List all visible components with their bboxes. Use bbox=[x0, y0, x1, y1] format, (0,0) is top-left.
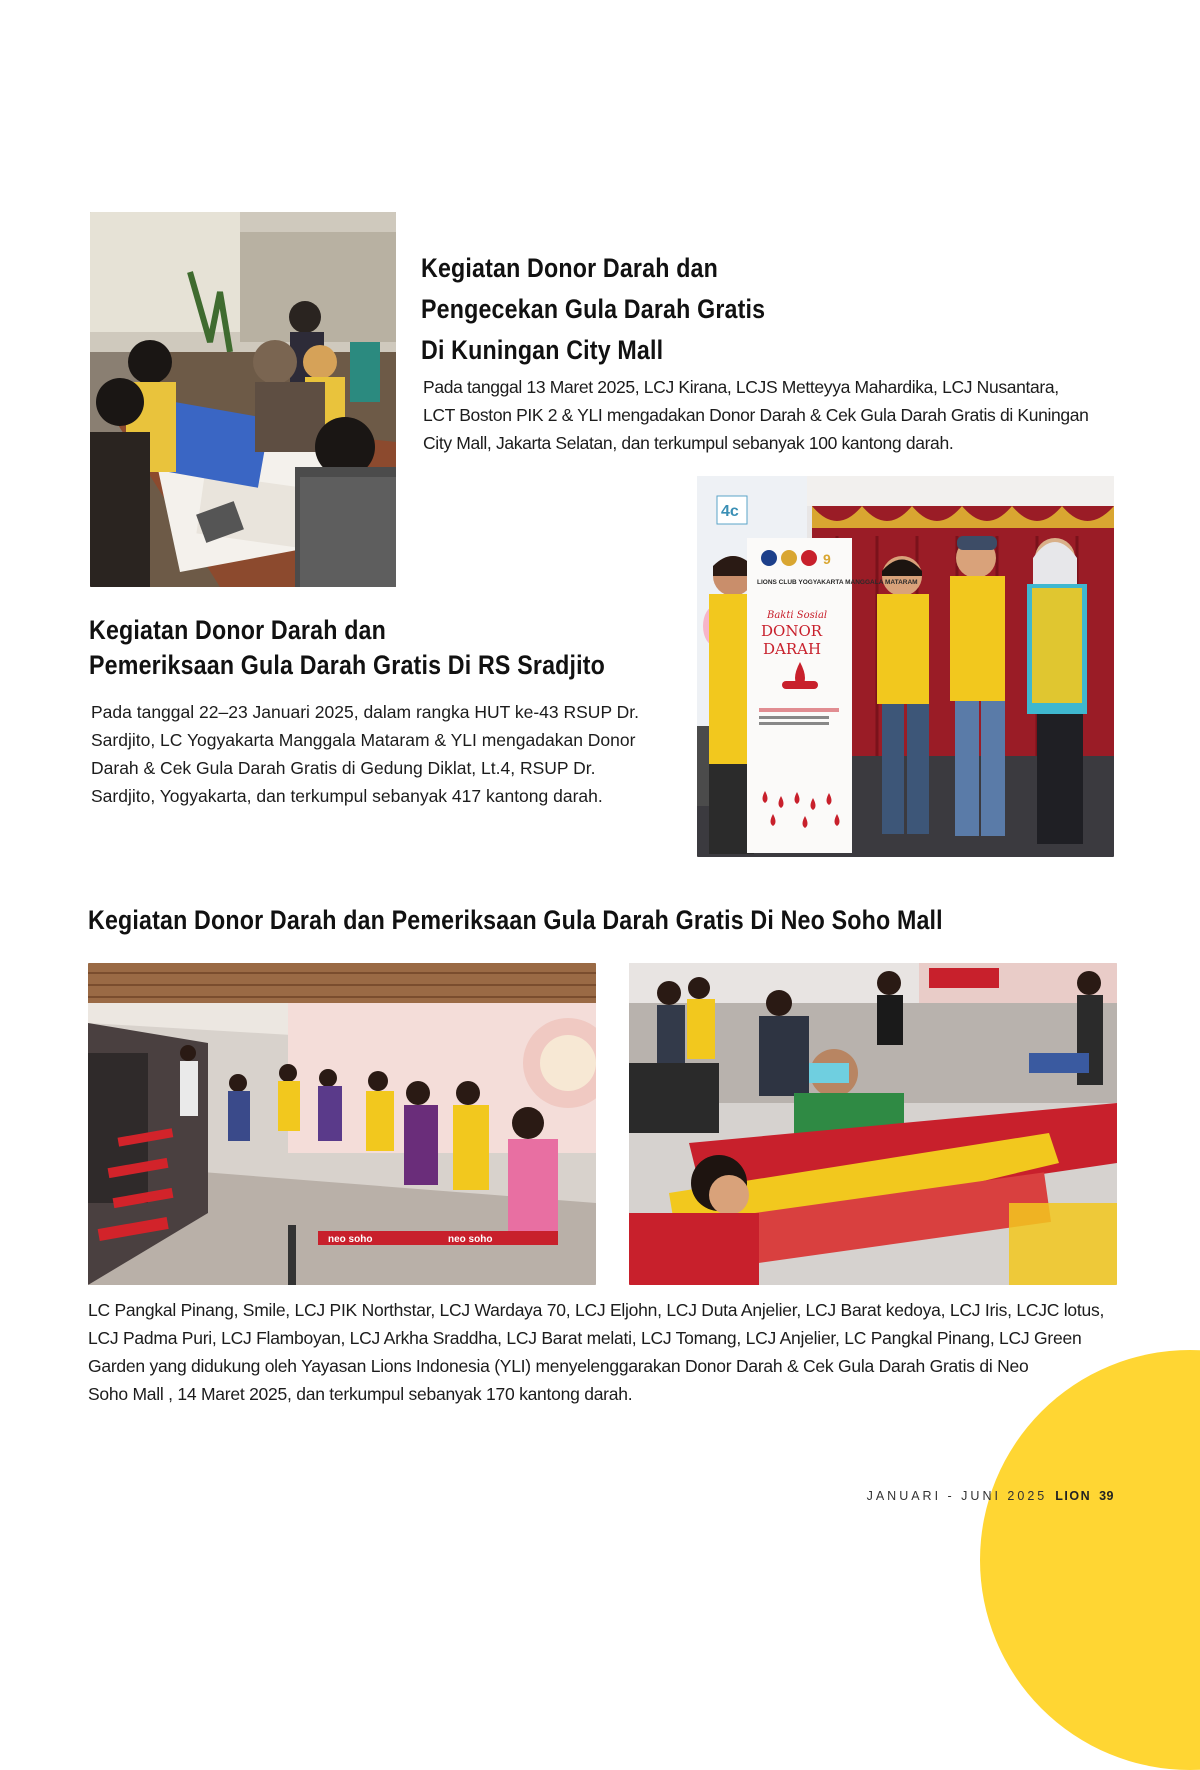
section2-heading bbox=[89, 613, 605, 683]
banner-tagline: Bakti Sosial bbox=[767, 610, 828, 621]
section1-body-line: LCT Boston PIK 2 & YLI mengadakan Donor Darah & Cek Gula Darah Gratis di Kuningan bbox=[423, 405, 1089, 425]
footer-magazine-name: LION bbox=[1055, 1489, 1092, 1503]
section2-body bbox=[91, 698, 681, 810]
banner-title-donor: DONOR bbox=[761, 622, 823, 640]
section3-body-line: LC Pangkal Pinang, Smile, LCJ PIK Northstar, LCJ Wardaya 70, LCJ Eljohn, LCJ Duta Anjelier, LCJ Barat kedoya, LCJ Iris, LCJC lotus, bbox=[88, 1300, 1105, 1320]
kuningan-city-mall-photo bbox=[90, 212, 396, 587]
banner-title-darah: DARAH bbox=[763, 640, 822, 658]
page-footer bbox=[867, 1489, 1114, 1503]
section1-heading bbox=[421, 248, 765, 371]
rs-sardjito-photo bbox=[697, 476, 1114, 857]
page-number: 39 bbox=[1099, 1489, 1114, 1503]
section3-body bbox=[88, 1296, 1118, 1408]
section2-heading-line: Kegiatan Donor Darah dan bbox=[89, 615, 387, 645]
decorative-yellow-circle bbox=[980, 1350, 1200, 1770]
section2-heading-line: Pemeriksaan Gula Darah Gratis Di RS Sradjito bbox=[89, 650, 606, 680]
section1-heading-line: Di Kuningan City Mall bbox=[421, 335, 664, 365]
section3-heading-text: Kegiatan Donor Darah dan Pemeriksaan Gula Darah Gratis Di Neo Soho Mall bbox=[88, 905, 943, 935]
neo-soho-hall-photo bbox=[88, 963, 596, 1285]
banner-club-name: LIONS CLUB YOGYAKARTA MANGGALA MATARAM bbox=[757, 579, 918, 586]
section1-heading-line: Kegiatan Donor Darah dan bbox=[421, 253, 719, 283]
section3-body-line: Soho Mall , 14 Maret 2025, dan terkumpul sebanyak 170 kantong darah. bbox=[88, 1384, 633, 1404]
footer-period: JANUARI - JUNI 2025 bbox=[866, 1489, 1048, 1503]
ribbon-text: neo soho bbox=[328, 1234, 373, 1245]
section1-body bbox=[423, 373, 1118, 457]
ribbon-text: neo soho bbox=[448, 1234, 493, 1245]
section1-body-line: City Mall, Jakarta Selatan, dan terkumpul sebanyak 100 kantong darah. bbox=[423, 433, 954, 453]
neo-soho-donors-photo bbox=[629, 963, 1117, 1285]
section3-body-line: Garden yang didukung oleh Yayasan Lions Indonesia (YLI) menyelenggarakan Donor Darah & Cek Gula Darah Gratis di Neo bbox=[88, 1356, 1029, 1376]
svg-text:LIONS CLUB YOGYAKARTA MANGGALA bbox=[757, 579, 918, 586]
section1-body-line: Pada tanggal 13 Maret 2025, LCJ Kirana, LCJS Metteyya Mahardika, LCJ Nusantara, bbox=[423, 377, 1059, 397]
section3-heading bbox=[88, 900, 943, 941]
banner-anniversary: 9 bbox=[823, 551, 831, 567]
svg-text:4c: 4c bbox=[721, 503, 739, 520]
section2-body-line: Sardjito, LC Yogyakarta Manggala Mataram & YLI mengadakan Donor bbox=[91, 730, 636, 750]
section3-body-line: LCJ Padma Puri, LCJ Flamboyan, LCJ Arkha Sraddha, LCJ Barat melati, LCJ Tomang, LCJ Anjelier, LC Pangkal Pinang, LCJ Green bbox=[88, 1328, 1082, 1348]
section2-body-line: Darah & Cek Gula Darah Gratis di Gedung Diklat, Lt.4, RSUP Dr. bbox=[91, 758, 596, 778]
section2-body-line: Sardjito, Yogyakarta, dan terkumpul sebanyak 417 kantong darah. bbox=[91, 786, 603, 806]
section2-body-line: Pada tanggal 22–23 Januari 2025, dalam rangka HUT ke-43 RSUP Dr. bbox=[91, 702, 640, 722]
section1-heading-line: Pengecekan Gula Darah Gratis bbox=[421, 294, 766, 324]
